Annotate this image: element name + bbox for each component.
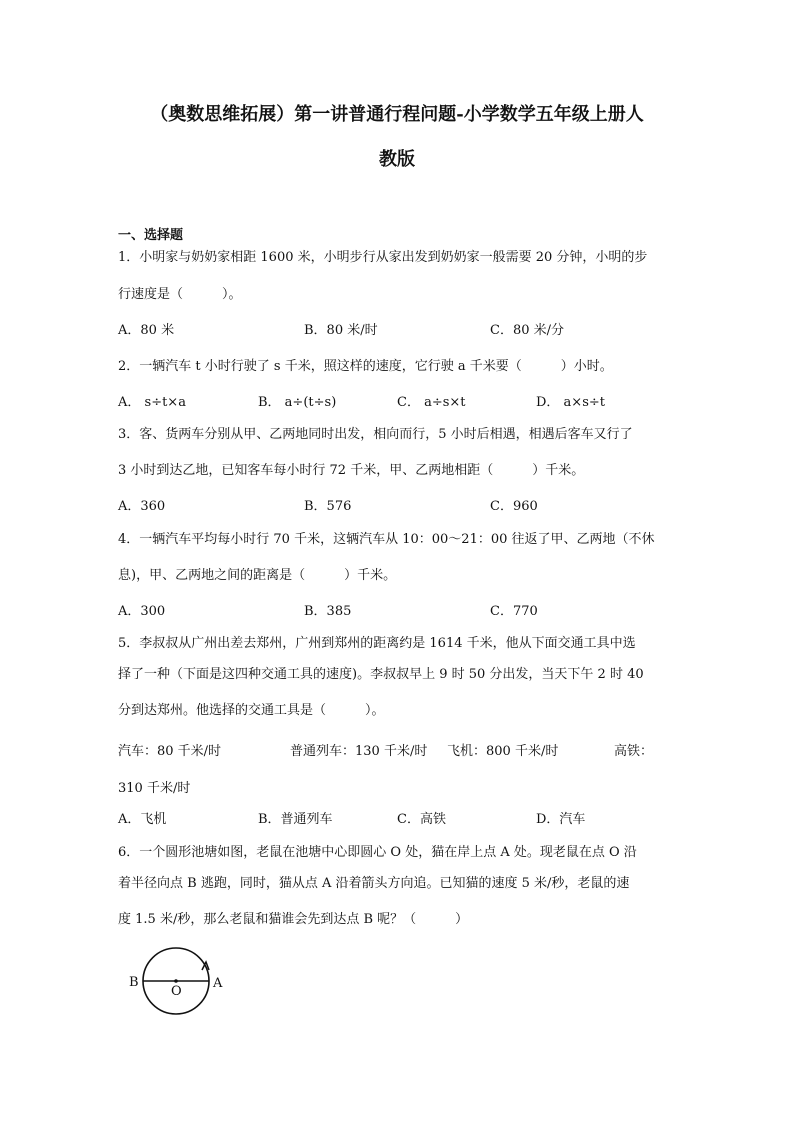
question-1-option-b: B．80 米/时 <box>304 323 378 338</box>
point-b-label: B <box>129 975 139 990</box>
question-4-option-a: A．300 <box>118 604 166 619</box>
question-5-line-1: 5．李叔叔从广州出差去郑州，广州到郑州的距离约是 1614 千米，他从下面交通工具中选 <box>118 636 636 651</box>
question-6-line-2: 着半径向点 B 逃跑，同时，猫从点 A 沿着箭头方向追。已知猫的速度 5 米/秒，老鼠的速 <box>118 876 630 891</box>
center-point <box>174 979 178 983</box>
question-2-option-b: B． a÷(t÷s) <box>258 395 337 410</box>
question-6-line-3: 度 1.5 米/秒，那么老鼠和猫谁会先到达点 B 呢？（ ） <box>118 912 469 927</box>
question-5-option-b: B．普通列车 <box>258 812 333 827</box>
point-a-label: A <box>213 976 223 991</box>
question-2-option-d: D． a×s÷t <box>536 395 605 410</box>
speed-plane: 飞机：800 千米/时 <box>447 744 559 759</box>
question-1-line-2: 行速度是（ ）。 <box>118 287 242 302</box>
question-3-line-1: 3．客、货两车分别从甲、乙两地同时出发，相向而行，5 小时后相遇，相遇后客车又行了 <box>118 427 633 442</box>
speed-normal-train: 普通列车：130 千米/时 <box>290 744 428 759</box>
question-6-line-1: 6．一个圆形池塘如图，老鼠在池塘中心即圆心 O 处，猫在岸上点 A 处。现老鼠在点 O 沿 <box>118 845 637 860</box>
question-3-option-a: A．360 <box>118 499 166 514</box>
question-5-line-3: 分到达郑州。他选择的交通工具是（ ）。 <box>118 703 385 718</box>
question-5-line-2: 择了一种（下面是这四种交通工具的速度)。李叔叔早上 9 时 50 分出发，当天下午 2 时 40 <box>118 667 644 682</box>
speed-high-speed-rail-label: 高铁： <box>614 744 654 759</box>
question-1-line-1: 1．小明家与奶奶家相距 1600 米，小明步行从家出发到奶奶家一般需要 20 分钟，小明的步 <box>118 250 648 265</box>
question-4-line-2: 息)，甲、乙两地之间的距离是（ ）千米。 <box>118 568 397 583</box>
question-5-option-a: A．飞机 <box>118 812 167 827</box>
document-title-line-2: 教版 <box>379 149 415 170</box>
question-1-option-a: A．80 米 <box>118 323 175 338</box>
question-3-option-b: B．576 <box>304 499 352 514</box>
question-3-line-2: 3 小时到达乙地，已知客车每小时行 72 千米，甲、乙两地相距（ ）千米。 <box>118 463 585 478</box>
question-2-option-c: C． a÷s×t <box>397 395 466 410</box>
question-4-line-1: 4．一辆汽车平均每小时行 70 千米，这辆汽车从 10：00～21：00 往返了甲、乙两地（不休 <box>118 532 655 547</box>
question-4-option-c: C．770 <box>490 604 538 619</box>
question-2-option-a: A． s÷t×a <box>118 395 186 410</box>
question-1-option-c: C．80 米/分 <box>490 323 565 338</box>
section-heading: 一、选择题 <box>118 228 184 243</box>
pond-diagram <box>122 942 232 1002</box>
speed-car: 汽车：80 千米/时 <box>118 744 222 759</box>
document-title-line-1: （奥数思维拓展）第一讲普通行程问题-小学数学五年级上册人 <box>150 104 644 125</box>
speed-high-speed-rail-value: 310 千米/时 <box>118 781 191 796</box>
question-5-option-d: D．汽车 <box>536 812 586 827</box>
point-o-label: O <box>171 984 182 999</box>
question-3-option-c: C．960 <box>490 499 538 514</box>
question-2-line-1: 2．一辆汽车 t 小时行驶了 s 千米，照这样的速度，它行驶 a 千米要（ ）小时。 <box>118 359 613 374</box>
question-5-option-c: C．高铁 <box>397 812 446 827</box>
question-4-option-b: B．385 <box>304 604 352 619</box>
